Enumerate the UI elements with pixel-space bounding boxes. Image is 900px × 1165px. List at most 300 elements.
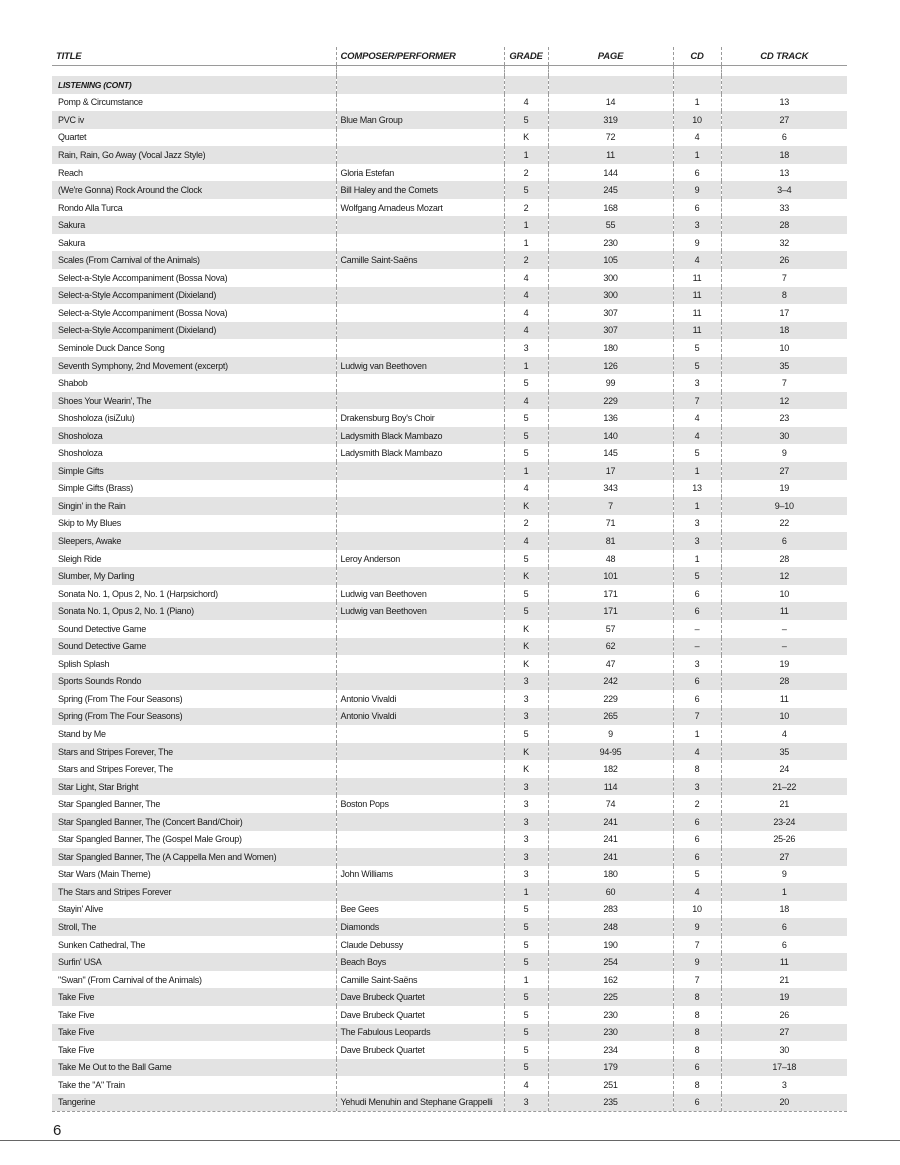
- cell-grade: 3: [504, 866, 548, 884]
- cell-grade: 5: [504, 725, 548, 743]
- cell-page: 60: [548, 883, 673, 901]
- cell-cd-track: 28: [721, 550, 847, 568]
- cell-cd: 8: [673, 988, 721, 1006]
- cell-grade: 4: [504, 1076, 548, 1094]
- cell-composer: [336, 567, 504, 585]
- cell-cd-track: 30: [721, 1041, 847, 1059]
- cell-title: Star Spangled Banner, The (Gospel Male Group): [58, 834, 242, 845]
- cell-composer: Camille Saint-Saëns: [336, 251, 504, 269]
- cell-cd: 4: [673, 743, 721, 761]
- table-row: [52, 146, 847, 164]
- cell-title: Select-a-Style Accompaniment (Bossa Nova): [58, 272, 228, 283]
- cell-title: Sonata No. 1, Opus 2, No. 1 (Harpsichord): [58, 588, 218, 599]
- cell-cd: 6: [673, 690, 721, 708]
- cell-page: 190: [548, 936, 673, 954]
- cell-cd: 4: [673, 251, 721, 269]
- table-row: [52, 322, 847, 340]
- cell-cd-track: 22: [721, 515, 847, 533]
- cell-title: Spring (From The Four Seasons): [52, 708, 336, 726]
- cell-cd-track: 9–10: [721, 497, 847, 515]
- cell-composer: [336, 374, 504, 392]
- cell-cd: 8: [673, 1041, 721, 1059]
- table-row: [52, 374, 847, 392]
- cell-cd-track: 1: [721, 883, 847, 901]
- cell-page: 182: [548, 760, 673, 778]
- cell-title: Take Five: [58, 1044, 95, 1055]
- cell-title: Shosholoza: [58, 448, 103, 459]
- cell-cd-track: 18: [721, 146, 847, 164]
- cell-composer: Boston Pops: [336, 795, 504, 813]
- table-row: [52, 673, 847, 691]
- cell-composer: [336, 287, 504, 305]
- cell-page: 81: [548, 532, 673, 550]
- cell-cd: 6: [673, 602, 721, 620]
- table-row: [52, 409, 847, 427]
- cell-page: 168: [548, 199, 673, 217]
- cell-cd: 3: [673, 655, 721, 673]
- cell-cd-track: 23: [721, 409, 847, 427]
- cell-composer: [336, 94, 504, 112]
- cell-cd-track: –: [721, 638, 847, 656]
- table-row: [52, 866, 847, 884]
- table-row: [52, 1059, 847, 1077]
- cell-page: 241: [548, 848, 673, 866]
- cell-title: Select-a-Style Accompaniment (Dixieland): [52, 287, 336, 305]
- cell-cd: 4: [673, 883, 721, 901]
- table-row: [52, 988, 847, 1006]
- cell-grade: 4: [504, 304, 548, 322]
- cell-cd: 1: [673, 94, 721, 112]
- table-row: [52, 181, 847, 199]
- cell-page: 179: [548, 1059, 673, 1077]
- cell-cd: 4: [673, 129, 721, 147]
- cell-composer: [336, 462, 504, 480]
- cell-cd: 8: [673, 1076, 721, 1094]
- cell-page: 144: [548, 164, 673, 182]
- cell-cd: 8: [673, 1024, 721, 1042]
- cell-grade: 2: [504, 515, 548, 533]
- cell-composer: Ludwig van Beethoven: [336, 585, 504, 603]
- cell-composer: The Fabulous Leopards: [336, 1024, 504, 1042]
- cell-cd-track: 32: [721, 234, 847, 252]
- cell-grade: 5: [504, 1024, 548, 1042]
- table-row: [52, 936, 847, 954]
- cell-cd: 5: [673, 357, 721, 375]
- cell-title: Sleepers, Awake: [52, 532, 336, 550]
- column-header-cd-track: CD TRACK: [721, 47, 847, 66]
- cell-grade: K: [504, 760, 548, 778]
- cell-page: 9: [548, 725, 673, 743]
- cell-cd: 4: [673, 427, 721, 445]
- cell-title: Sakura: [52, 216, 336, 234]
- table-row: [52, 883, 847, 901]
- cell-title: Stars and Stripes Forever, The: [52, 743, 336, 761]
- cell-cd: 10: [673, 901, 721, 919]
- cell-cd-track: 27: [721, 1024, 847, 1042]
- column-header-cd: CD: [673, 47, 721, 66]
- cell-composer: [336, 620, 504, 638]
- cell-title: Pomp & Circumstance: [58, 97, 143, 108]
- cell-cd-track: 26: [721, 1006, 847, 1024]
- cell-title: The Stars and Stripes Forever: [52, 883, 336, 901]
- cell-page: 57: [548, 620, 673, 638]
- cell-composer: Yehudi Menuhin and Stephane Grappelli: [336, 1094, 504, 1112]
- cell-composer: Dave Brubeck Quartet: [336, 988, 504, 1006]
- cell-cd: 5: [673, 339, 721, 357]
- cell-grade: 5: [504, 585, 548, 603]
- cell-grade: K: [504, 743, 548, 761]
- cell-page: 245: [548, 181, 673, 199]
- cell-page: 300: [548, 269, 673, 287]
- cell-composer: [336, 673, 504, 691]
- cell-grade: 3: [504, 339, 548, 357]
- table-row: [52, 234, 847, 252]
- cell-cd-track: 6: [721, 918, 847, 936]
- cell-title: Take Me Out to the Ball Game: [52, 1059, 336, 1077]
- cell-composer: Camille Saint-Saëns: [336, 971, 504, 989]
- cell-page: 11: [548, 146, 673, 164]
- cell-grade: 3: [504, 690, 548, 708]
- cell-grade: 3: [504, 848, 548, 866]
- table-row: [52, 129, 847, 147]
- cell-cd-track: 6: [721, 532, 847, 550]
- cell-title: Scales (From Carnival of the Animals): [52, 251, 336, 269]
- cell-page: 47: [548, 655, 673, 673]
- table-row: [52, 1094, 847, 1112]
- cell-cd-track: 27: [721, 462, 847, 480]
- cell-cd: 1: [673, 550, 721, 568]
- table-row: [52, 427, 847, 445]
- cell-cd: 6: [673, 164, 721, 182]
- cell-cd-track: 35: [721, 357, 847, 375]
- cell-composer: [336, 322, 504, 340]
- cell-cd-track: 25-26: [721, 831, 847, 849]
- cell-composer: [336, 760, 504, 778]
- cell-grade: K: [504, 655, 548, 673]
- table-row: [52, 251, 847, 269]
- cell-cd-track: –: [721, 620, 847, 638]
- cell-title: Star Spangled Banner, The (A Cappella Men and Women): [52, 848, 336, 866]
- spacer-row: [52, 66, 847, 77]
- cell-cd: 3: [673, 515, 721, 533]
- cell-page: 229: [548, 392, 673, 410]
- page-edge: [0, 1140, 900, 1165]
- cell-grade: 5: [504, 181, 548, 199]
- cell-grade: 1: [504, 883, 548, 901]
- cell-title: Singin' in the Rain: [52, 497, 336, 515]
- cell-cd: 5: [673, 866, 721, 884]
- table-row: [52, 708, 847, 726]
- table-row: [52, 953, 847, 971]
- cell-grade: 4: [504, 269, 548, 287]
- cell-title: Seminole Duck Dance Song: [58, 342, 165, 353]
- cell-page: 230: [548, 1006, 673, 1024]
- cell-cd-track: 19: [721, 480, 847, 498]
- cell-title: Seventh Symphony, 2nd Movement (excerpt): [52, 357, 336, 375]
- cell-cd: 6: [673, 848, 721, 866]
- cell-title: Slumber, My Darling: [52, 567, 336, 585]
- cell-cd: 3: [673, 374, 721, 392]
- cell-cd-track: 18: [721, 322, 847, 340]
- cell-composer: Ludwig van Beethoven: [336, 357, 504, 375]
- cell-cd-track: 6: [721, 936, 847, 954]
- cell-cd: –: [673, 638, 721, 656]
- table-row: [52, 444, 847, 462]
- cell-cd: 5: [673, 444, 721, 462]
- table-row: [52, 901, 847, 919]
- cell-title: Take Five: [52, 988, 336, 1006]
- cell-title: Rondo Alla Turca: [58, 202, 123, 213]
- table-row: [52, 199, 847, 217]
- cell-grade: 3: [504, 778, 548, 796]
- table-row: [52, 111, 847, 129]
- cell-title: Stars and Stripes Forever, The: [58, 764, 173, 775]
- cell-cd: 1: [673, 146, 721, 164]
- cell-grade: K: [504, 620, 548, 638]
- cell-grade: 4: [504, 480, 548, 498]
- column-header-title: TITLE: [52, 47, 336, 66]
- cell-grade: 5: [504, 953, 548, 971]
- cell-composer: [336, 655, 504, 673]
- table-row: [52, 462, 847, 480]
- cell-composer: Bee Gees: [336, 901, 504, 919]
- cell-composer: Ludwig van Beethoven: [336, 602, 504, 620]
- cell-title: Star Wars (Main Theme): [58, 869, 151, 880]
- cell-title: Take Five: [52, 1024, 336, 1042]
- cell-cd: –: [673, 620, 721, 638]
- table-row: [52, 339, 847, 357]
- cell-title: Simple Gifts: [52, 462, 336, 480]
- column-header-composer: COMPOSER/PERFORMER: [336, 47, 504, 66]
- cell-grade: 3: [504, 673, 548, 691]
- cell-grade: 5: [504, 602, 548, 620]
- table-row: [52, 1024, 847, 1042]
- cell-cd-track: 11: [721, 690, 847, 708]
- cell-grade: 3: [504, 831, 548, 849]
- cell-cd-track: 18: [721, 901, 847, 919]
- cell-page: 101: [548, 567, 673, 585]
- table-row: [52, 550, 847, 568]
- cell-cd-track: 3: [721, 1076, 847, 1094]
- cell-grade: 5: [504, 409, 548, 427]
- table-row: [52, 567, 847, 585]
- cell-composer: [336, 638, 504, 656]
- cell-composer: [336, 1076, 504, 1094]
- cell-cd-track: 30: [721, 427, 847, 445]
- cell-page: 180: [548, 866, 673, 884]
- cell-page: 105: [548, 251, 673, 269]
- table-row: [52, 743, 847, 761]
- cell-cd: 2: [673, 795, 721, 813]
- cell-composer: [336, 216, 504, 234]
- cell-composer: Ladysmith Black Mambazo: [336, 427, 504, 445]
- cell-cd-track: 27: [721, 111, 847, 129]
- cell-title: Surfin' USA: [52, 953, 336, 971]
- cell-grade: 1: [504, 971, 548, 989]
- listening-index-table: [52, 47, 847, 1111]
- cell-cd: 9: [673, 181, 721, 199]
- table-row: [52, 638, 847, 656]
- cell-title: Stayin' Alive: [58, 904, 103, 915]
- cell-cd-track: 12: [721, 392, 847, 410]
- cell-composer: [336, 778, 504, 796]
- cell-cd-track: 27: [721, 848, 847, 866]
- cell-composer: Ladysmith Black Mambazo: [336, 444, 504, 462]
- cell-grade: 4: [504, 287, 548, 305]
- table-row: [52, 515, 847, 533]
- cell-cd: 8: [673, 760, 721, 778]
- cell-cd-track: 3–4: [721, 181, 847, 199]
- cell-composer: [336, 831, 504, 849]
- table-row: [52, 848, 847, 866]
- cell-cd-track: 11: [721, 953, 847, 971]
- cell-page: 136: [548, 409, 673, 427]
- cell-cd-track: 7: [721, 269, 847, 287]
- cell-cd-track: 12: [721, 567, 847, 585]
- table-row: [52, 269, 847, 287]
- cell-title: Stroll, The: [52, 918, 336, 936]
- cell-cd-track: 13: [721, 164, 847, 182]
- cell-composer: Antonio Vivaldi: [336, 690, 504, 708]
- cell-cd: 9: [673, 918, 721, 936]
- cell-grade: K: [504, 567, 548, 585]
- cell-cd: 1: [673, 725, 721, 743]
- cell-page: 265: [548, 708, 673, 726]
- cell-cd: 6: [673, 813, 721, 831]
- cell-cd-track: 4: [721, 725, 847, 743]
- cell-composer: [336, 883, 504, 901]
- table-row: [52, 971, 847, 989]
- cell-composer: Bill Haley and the Comets: [336, 181, 504, 199]
- cell-page: 171: [548, 585, 673, 603]
- cell-grade: 5: [504, 1059, 548, 1077]
- cell-page: 145: [548, 444, 673, 462]
- cell-cd: 1: [673, 462, 721, 480]
- cell-page: 74: [548, 795, 673, 813]
- cell-title: Star Spangled Banner, The: [58, 799, 161, 810]
- cell-page: 343: [548, 480, 673, 498]
- cell-title: Stand by Me: [58, 729, 106, 739]
- table-row: [52, 1006, 847, 1024]
- cell-cd-track: 7: [721, 374, 847, 392]
- cell-composer: [336, 129, 504, 147]
- cell-composer: John Williams: [336, 866, 504, 884]
- cell-cd: 10: [673, 111, 721, 129]
- cell-page: 7: [548, 497, 673, 515]
- cell-cd-track: 10: [721, 339, 847, 357]
- cell-cd-track: 28: [721, 673, 847, 691]
- cell-page: 234: [548, 1041, 673, 1059]
- table-row: [52, 532, 847, 550]
- cell-grade: 5: [504, 444, 548, 462]
- cell-cd: 6: [673, 831, 721, 849]
- cell-title: Take Five: [58, 1009, 95, 1020]
- cell-grade: 4: [504, 322, 548, 340]
- table-row: [52, 831, 847, 849]
- table-row: [52, 778, 847, 796]
- cell-title: Sunken Cathedral, The: [58, 939, 146, 950]
- cell-cd-track: 21–22: [721, 778, 847, 796]
- column-header-grade: GRADE: [504, 47, 548, 66]
- cell-cd-track: 17: [721, 304, 847, 322]
- cell-grade: 5: [504, 427, 548, 445]
- table-header: [52, 47, 847, 66]
- cell-title: Select-a-Style Accompaniment (Dixieland): [52, 322, 336, 340]
- cell-title: Shosholoza (isiZulu): [58, 413, 135, 424]
- cell-page: 235: [548, 1094, 673, 1112]
- table-row: [52, 164, 847, 182]
- cell-grade: 1: [504, 462, 548, 480]
- cell-grade: 4: [504, 532, 548, 550]
- cell-composer: [336, 146, 504, 164]
- cell-grade: 3: [504, 708, 548, 726]
- cell-cd-track: 19: [721, 655, 847, 673]
- cell-cd: 6: [673, 199, 721, 217]
- table-row: [52, 690, 847, 708]
- cell-title: (We're Gonna) Rock Around the Clock: [52, 181, 336, 199]
- cell-cd-track: 20: [721, 1094, 847, 1112]
- table-row: [52, 795, 847, 813]
- cell-title: Splish Splash: [58, 658, 110, 669]
- cell-cd-track: 17–18: [721, 1059, 847, 1077]
- table-bottom-rule: [52, 1111, 847, 1112]
- cell-composer: Antonio Vivaldi: [336, 708, 504, 726]
- cell-page: 140: [548, 427, 673, 445]
- cell-grade: 5: [504, 1041, 548, 1059]
- cell-title: Sonata No. 1, Opus 2, No. 1 (Piano): [52, 602, 336, 620]
- cell-cd-track: 26: [721, 251, 847, 269]
- cell-composer: Dave Brubeck Quartet: [336, 1006, 504, 1024]
- cell-grade: 3: [504, 1094, 548, 1112]
- cell-page: 99: [548, 374, 673, 392]
- cell-grade: 5: [504, 936, 548, 954]
- page-number: 6: [53, 1122, 62, 1139]
- cell-composer: Blue Man Group: [336, 111, 504, 129]
- cell-title: Rain, Rain, Go Away (Vocal Jazz Style): [52, 146, 336, 164]
- cell-cd: 11: [673, 322, 721, 340]
- cell-cd: 9: [673, 953, 721, 971]
- table-row: [52, 480, 847, 498]
- cell-composer: Dave Brubeck Quartet: [336, 1041, 504, 1059]
- cell-cd: 7: [673, 392, 721, 410]
- cell-page: 71: [548, 515, 673, 533]
- cell-page: 300: [548, 287, 673, 305]
- cell-grade: K: [504, 638, 548, 656]
- cell-page: 114: [548, 778, 673, 796]
- cell-title: Shabob: [58, 378, 88, 389]
- table-row: [52, 813, 847, 831]
- cell-title: PVC iv: [52, 111, 336, 129]
- cell-page: 62: [548, 638, 673, 656]
- table-row: [52, 620, 847, 638]
- cell-cd: 6: [673, 1094, 721, 1112]
- cell-composer: Diamonds: [336, 918, 504, 936]
- cell-grade: 5: [504, 901, 548, 919]
- cell-composer: Wolfgang Amadeus Mozart: [336, 199, 504, 217]
- cell-page: 307: [548, 322, 673, 340]
- cell-cd-track: 23-24: [721, 813, 847, 831]
- cell-cd-track: 9: [721, 866, 847, 884]
- table-body: [52, 66, 847, 1112]
- table-row: [52, 94, 847, 112]
- cell-title: Reach: [58, 167, 83, 178]
- cell-cd-track: 24: [721, 760, 847, 778]
- cell-cd: 6: [673, 673, 721, 691]
- cell-page: 48: [548, 550, 673, 568]
- cell-cd-track: 13: [721, 94, 847, 112]
- cell-page: 230: [548, 234, 673, 252]
- cell-grade: 3: [504, 813, 548, 831]
